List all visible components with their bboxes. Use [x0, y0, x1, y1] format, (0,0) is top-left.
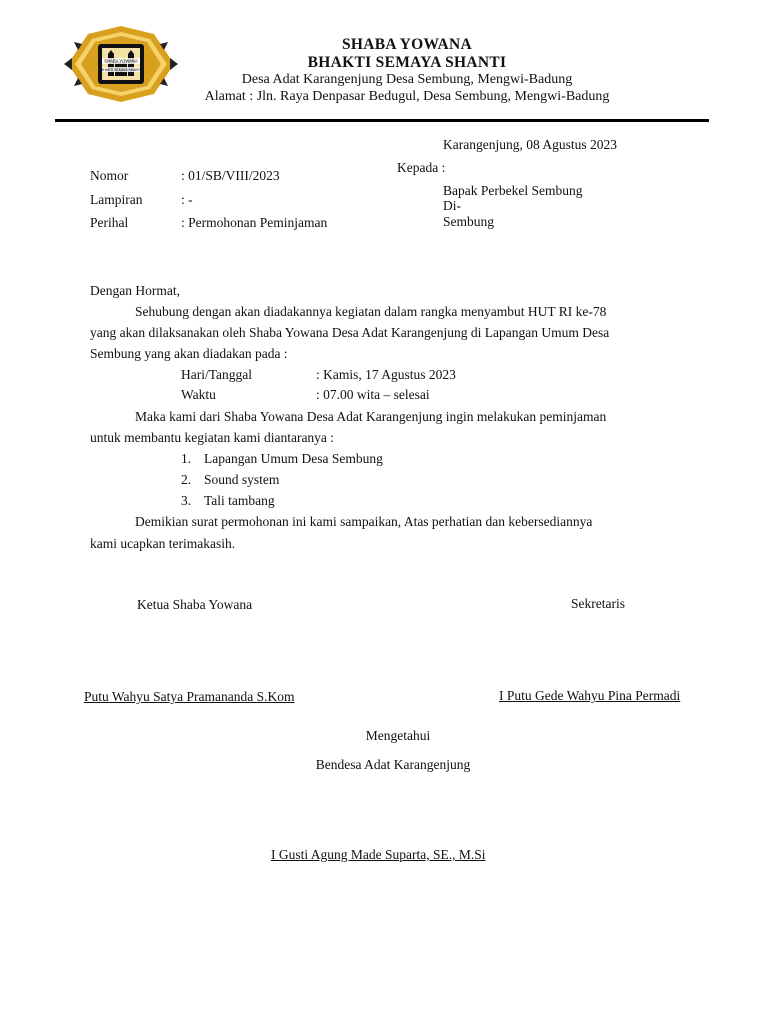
recipient-place: Sembung [443, 214, 495, 229]
bendesa-name: I Gusti Agung Made Suparta, SE., M.Si [271, 847, 486, 862]
header-divider [55, 119, 709, 122]
para2-line2: untuk membantu kegiatan kami diantaranya : [90, 430, 335, 445]
recipient-di: Di- [443, 198, 461, 213]
right-signatory-name: I Putu Gede Wahyu Pina Permadi [499, 688, 681, 703]
list-item-3: Tali tambang [204, 493, 275, 508]
address-line2: Alamat : Jln. Raya Denpasar Bedugul, Desa Sembung, Mengwi-Badung [204, 89, 610, 104]
hari-value: : Kamis, 17 Agustus 2023 [316, 367, 456, 382]
para1-line3: Sembung yang akan diadakan pada : [90, 346, 288, 361]
logo-text-top: SHABA YOWANA [104, 58, 138, 64]
list-item-1: Lapangan Umum Desa Sembung [204, 451, 383, 466]
logo-text-bottom: BHAKTI SEMAYA SHANTI [100, 68, 142, 72]
right-signatory-title: Sekretaris [571, 596, 625, 611]
left-signatory-title: Ketua Shaba Yowana [137, 597, 253, 612]
lampiran-label: Lampiran [90, 192, 143, 207]
bendesa-title: Bendesa Adat Karangenjung [315, 757, 471, 772]
place-date: Karangenjung, 08 Agustus 2023 [443, 137, 617, 152]
list-item-2-num: 2. [181, 472, 192, 487]
waktu-label: Waktu [181, 387, 216, 402]
para2-line1: Maka kami dari Shaba Yowana Desa Adat Karangenjung ingin melakukan peminjaman [135, 409, 607, 424]
org-name-line1: SHABA YOWANA [341, 36, 473, 53]
closing-line2: kami ucapkan terimakasih. [90, 536, 236, 551]
mengetahui-label: Mengetahui [365, 728, 431, 743]
list-item-3-num: 3. [181, 493, 192, 508]
recipient-name: Bapak Perbekel Sembung [443, 183, 583, 198]
list-item-2: Sound system [204, 472, 280, 487]
lampiran-value: : - [181, 192, 193, 207]
left-signatory-name: Putu Wahyu Satya Pramananda S.Kom [84, 689, 295, 704]
nomor-label: Nomor [90, 168, 129, 183]
para1-line1: Sehubung dengan akan diadakannya kegiatan dalam rangka menyambut HUT RI ke-78 [135, 304, 607, 319]
perihal-value: : Permohonan Peminjaman [181, 215, 328, 230]
address-line1: Desa Adat Karangenjung Desa Sembung, Mengwi-Badung [241, 72, 573, 87]
hari-label: Hari/Tanggal [181, 367, 253, 382]
waktu-value: : 07.00 wita – selesai [316, 387, 430, 402]
closing-line1: Demikian surat permohonan ini kami sampaikan, Atas perhatian dan kebersediannya [135, 514, 593, 529]
perihal-label: Perihal [90, 215, 129, 230]
para1-line2: yang akan dilaksanakan oleh Shaba Yowana Desa Adat Karangenjung di Lapangan Umum Desa [90, 325, 610, 340]
org-name-line2: BHAKTI SEMAYA SHANTI [307, 54, 507, 71]
greeting: Dengan Hormat, [90, 283, 180, 298]
nomor-value: : 01/SB/VIII/2023 [181, 168, 280, 183]
kepada-label: Kepada : [397, 160, 446, 175]
list-item-1-num: 1. [181, 451, 192, 466]
